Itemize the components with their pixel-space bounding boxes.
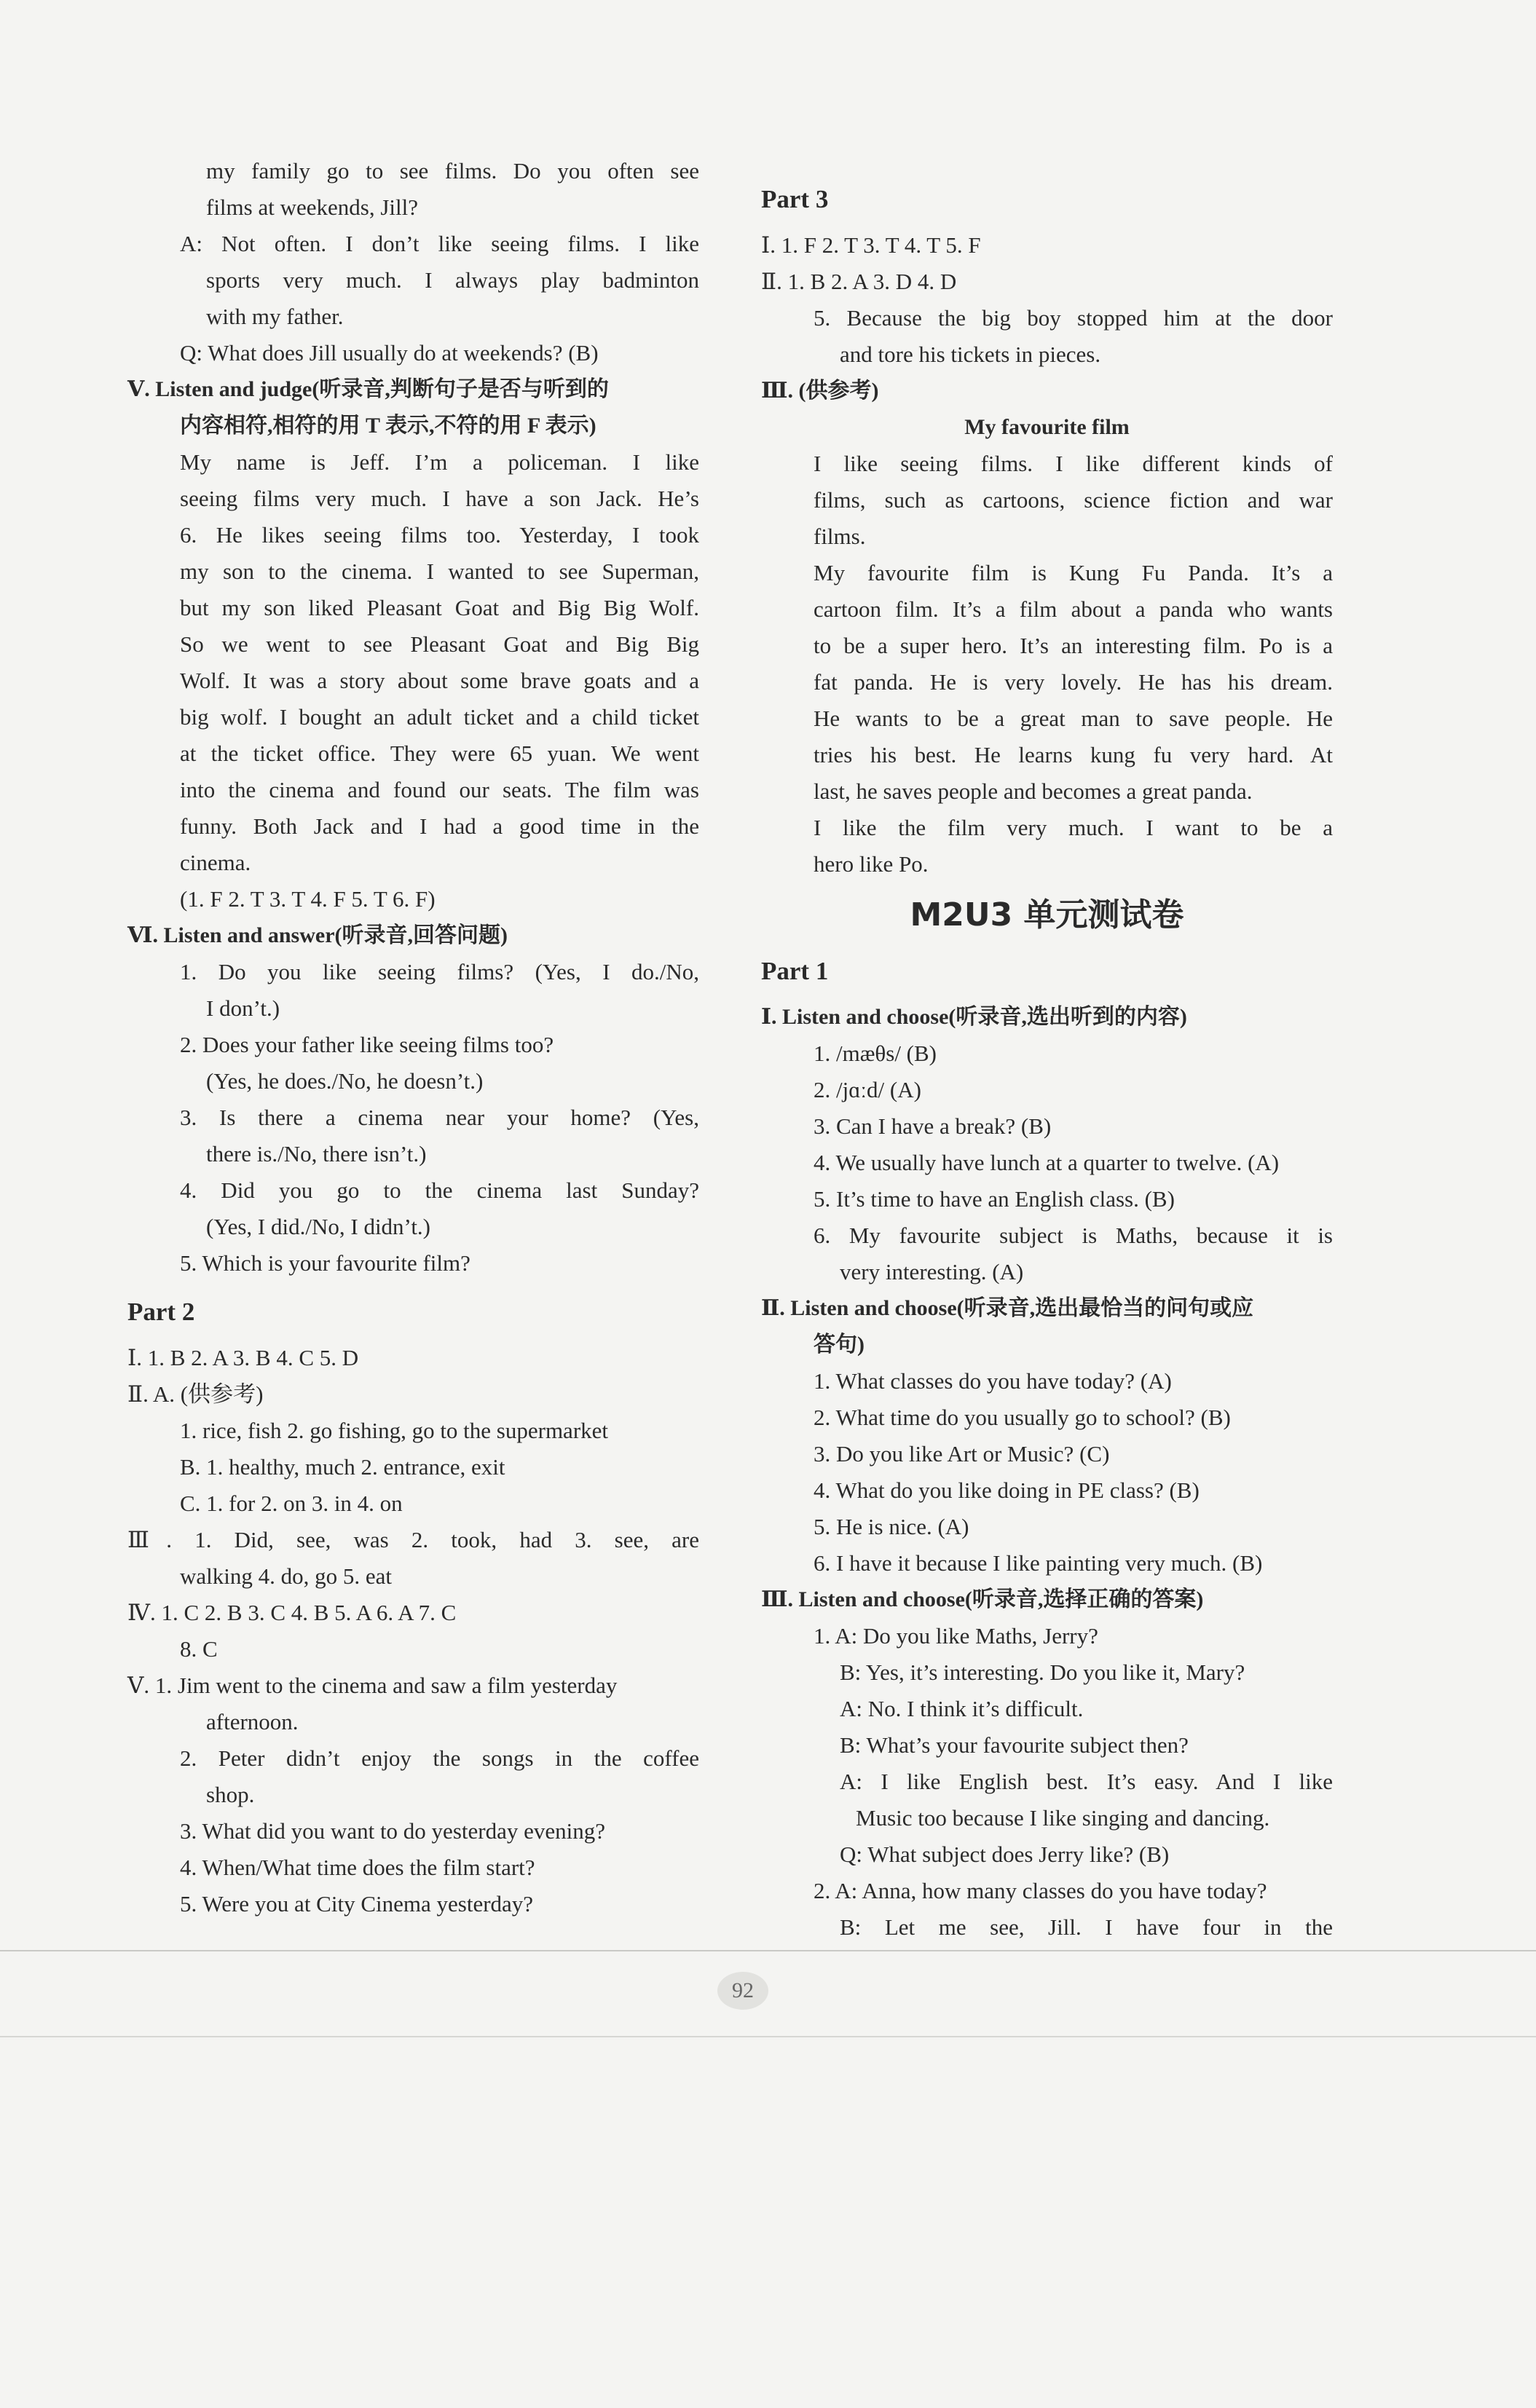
section-heading: Ⅲ. (供参考) [761, 379, 879, 403]
text-line: A: No. I think it’s difficult. [840, 1696, 1084, 1721]
text-line: films, such as cartoons, science fiction and war [814, 487, 1333, 513]
text-line: very interesting. (A) [840, 1259, 1024, 1284]
text-line: He wants to be a great man to save people. He [814, 706, 1333, 731]
text-line: Q: What does Jill usually do at weekends? (B) [180, 340, 599, 366]
text-line: Ⅴ. 1. Jim went to the cinema and saw a film yesterday [127, 1673, 618, 1698]
text-line: my family go to see films. Do you often see [206, 158, 699, 183]
text-line: big wolf. I bought an adult ticket and a child ticket [180, 704, 699, 730]
text-line: shop. [206, 1782, 255, 1807]
text-line: So we went to see Pleasant Goat and Big Big [180, 631, 699, 657]
text-line: B: Yes, it’s interesting. Do you like it, Mary? [840, 1659, 1245, 1685]
text-line: 5. It’s time to have an English class. (B) [814, 1186, 1175, 1212]
text-line: 1. What classes do you have today? (A) [814, 1368, 1172, 1394]
text-line: 4. When/What time does the film start? [180, 1855, 535, 1880]
text-line: 1. Do you like seeing films? (Yes, I do./No, [180, 959, 699, 984]
text-line: B: Let me see, Jill. I have four in the [840, 1914, 1333, 1940]
text-line: 3. Can I have a break? (B) [814, 1113, 1052, 1139]
text-line: Wolf. It was a story about some brave goats and a [180, 668, 699, 693]
text-line: with my father. [206, 304, 344, 329]
section-heading: 答句) [814, 1333, 865, 1357]
text-line: there is./No, there isn’t.) [206, 1141, 427, 1167]
text-line: films at weekends, Jill? [206, 194, 418, 220]
text-line: Ⅱ. A. (供参考) [127, 1381, 264, 1407]
text-line: 4. We usually have lunch at a quarter to twelve. (A) [814, 1150, 1280, 1175]
text-line: 1. /mæθs/ (B) [814, 1041, 937, 1066]
text-line: 2. Peter didn’t enjoy the songs in the coffee [180, 1745, 699, 1771]
text-line: 6. He likes seeing films too. Yesterday, I took [180, 522, 699, 548]
text-line: Ⅰ. 1. F 2. T 3. T 4. T 5. F [761, 232, 981, 258]
text-line: I like the film very much. I want to be a [814, 815, 1333, 840]
text-line: Ⅱ. 1. B 2. A 3. D 4. D [761, 269, 957, 294]
text-line: 6. I have it because I like painting very much. (B) [814, 1550, 1263, 1576]
page-number: 92 [717, 1972, 768, 2010]
text-line: My name is Jeff. I’m a policeman. I like [180, 449, 699, 475]
text-line: tries his best. He learns kung fu very hard. At [814, 742, 1333, 767]
section-heading: Ⅴ. Listen and judge(听录音,判断句子是否与听到的 [127, 377, 609, 401]
footer-rule-lower [0, 2036, 1536, 2037]
text-line: (1. F 2. T 3. T 4. F 5. T 6. F) [180, 886, 436, 912]
text-line: walking 4. do, go 5. eat [180, 1563, 393, 1589]
text-line: 5. Which is your favourite film? [180, 1250, 470, 1276]
section-heading: Ⅵ. Listen and answer(听录音,回答问题) [127, 923, 508, 947]
text-line: 4. Did you go to the cinema last Sunday? [180, 1177, 699, 1203]
text-line: My favourite film is Kung Fu Panda. It’s a [814, 560, 1333, 585]
text-line: funny. Both Jack and I had a good time in the [180, 813, 699, 839]
text-line: Ⅲ. 1. Did, see, was 2. took, had 3. see, are [127, 1527, 699, 1552]
text-line: 5. Were you at City Cinema yesterday? [180, 1891, 534, 1916]
text-line: A: I like English best. It’s easy. And I like [840, 1769, 1333, 1794]
text-line: 1. A: Do you like Maths, Jerry? [814, 1623, 1098, 1649]
left-column [127, 153, 699, 1922]
text-line: fat panda. He is very lovely. He has his dream. [814, 669, 1333, 695]
text-line: 3. What did you want to do yesterday evening? [180, 1818, 605, 1844]
text-line: last, he saves people and becomes a great panda. [814, 778, 1253, 804]
essay-title: My favourite film [964, 415, 1130, 439]
text-line: hero like Po. [814, 851, 929, 877]
part-heading: Part 2 [127, 1298, 195, 1326]
text-line: films. [814, 524, 866, 549]
text-line: Ⅳ. 1. C 2. B 3. C 4. B 5. A 6. A 7. C [127, 1600, 457, 1625]
text-line: A: Not often. I don’t like seeing films. I like [180, 231, 699, 256]
text-line: into the cinema and found our seats. The film was [180, 777, 699, 802]
text-line: 2. What time do you usually go to school? (B) [814, 1405, 1231, 1430]
unit-title: M2U3 单元测试卷 [910, 896, 1184, 933]
text-line: at the ticket office. They were 65 yuan. We went [180, 741, 699, 766]
right-column [761, 169, 1333, 1946]
text-line: Q: What subject does Jerry like? (B) [840, 1841, 1170, 1867]
footer-rule [0, 1950, 1536, 1951]
text-line: B. 1. healthy, much 2. entrance, exit [180, 1454, 505, 1480]
text-line: but my son liked Pleasant Goat and Big Big Wolf. [180, 595, 699, 620]
text-line: 5. He is nice. (A) [814, 1514, 969, 1539]
text-line: seeing films very much. I have a son Jack. He’s [180, 486, 699, 511]
text-line: 2. Does your father like seeing films too? [180, 1032, 554, 1057]
part-heading: Part 1 [761, 957, 829, 985]
text-line: (Yes, I did./No, I didn’t.) [206, 1214, 431, 1239]
text-line: I don’t.) [206, 995, 280, 1021]
text-line: C. 1. for 2. on 3. in 4. on [180, 1491, 403, 1516]
section-heading: Ⅲ. Listen and choose(听录音,选择正确的答案) [761, 1587, 1204, 1611]
text-line: 8. C [180, 1636, 218, 1662]
text-line: afternoon. [206, 1709, 299, 1734]
section-heading: 内容相符,相符的用 T 表示,不符的用 F 表示) [180, 414, 596, 438]
text-line: and tore his tickets in pieces. [840, 342, 1101, 367]
text-line: 3. Do you like Art or Music? (C) [814, 1441, 1110, 1466]
text-line: my son to the cinema. I wanted to see Superman, [180, 558, 699, 584]
text-line: sports very much. I always play badminton [206, 267, 699, 293]
text-line: 2. A: Anna, how many classes do you have today? [814, 1878, 1267, 1903]
text-line: cinema. [180, 850, 251, 875]
text-line: 4. What do you like doing in PE class? (B) [814, 1477, 1200, 1503]
text-line: 5. Because the big boy stopped him at the door [814, 305, 1333, 331]
text-line: 2. /jɑːd/ (A) [814, 1077, 921, 1102]
text-line: I like seeing films. I like different kinds of [814, 451, 1333, 476]
part-heading: Part 3 [761, 185, 829, 213]
text-line: Ⅰ. 1. B 2. A 3. B 4. C 5. D [127, 1345, 359, 1370]
text-line: 1. rice, fish 2. go fishing, go to the supermarket [180, 1418, 609, 1443]
section-heading: Ⅰ. Listen and choose(听录音,选出听到的内容) [761, 1005, 1187, 1029]
text-line: B: What’s your favourite subject then? [840, 1732, 1189, 1758]
text-line: Music too because I like singing and dancing. [856, 1805, 1270, 1831]
text-line: cartoon film. It’s a film about a panda who wants [814, 596, 1333, 622]
text-line: (Yes, he does./No, he doesn’t.) [206, 1068, 484, 1094]
text-line: 3. Is there a cinema near your home? (Yes, [180, 1105, 699, 1130]
text-line: to be a super hero. It’s an interesting film. Po is a [814, 633, 1333, 658]
section-heading: Ⅱ. Listen and choose(听录音,选出最恰当的问句或应 [761, 1296, 1254, 1320]
text-line: 6. My favourite subject is Maths, because it is [814, 1223, 1333, 1248]
